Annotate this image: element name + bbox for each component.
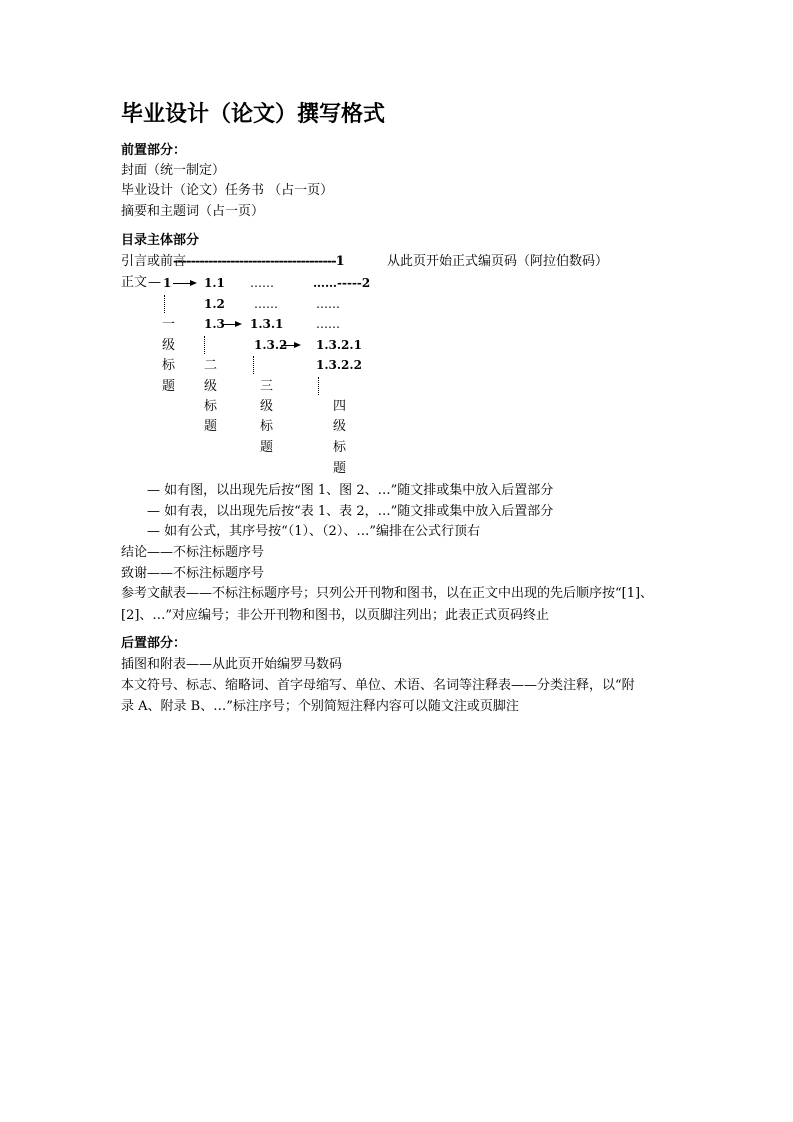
item-1-3-2-1: 1.3.2.1 bbox=[316, 338, 362, 352]
level1-label-char: 标 bbox=[162, 358, 176, 373]
front-heading: 前置部分： bbox=[121, 143, 187, 158]
note-tables: — 如有表，以出现先后按“表 1、表 2，…”随文排或集中放入后置部分 bbox=[147, 504, 554, 519]
item-1-2: 1.2 bbox=[204, 297, 225, 311]
front-line-1: 封面（统一制定） bbox=[121, 163, 226, 178]
item-1-3-dots: …… bbox=[316, 317, 340, 331]
front-line-2: 毕业设计（论文）任务书 （占一页） bbox=[121, 183, 334, 198]
level2-label-char: 标 bbox=[204, 399, 218, 414]
level4-label-char: 标 bbox=[333, 440, 347, 455]
item-1-3: 1.3 bbox=[204, 317, 225, 331]
level2-label-char: 级 bbox=[204, 379, 218, 394]
dotted-connector-2 bbox=[204, 336, 205, 354]
level3-label-char: 三 bbox=[260, 379, 274, 394]
body-heading: 目录主体部分 bbox=[121, 233, 200, 248]
back-line-3: 录 A、附录 B、…”标注序号；个别简短注释内容可以随文注或页脚注 bbox=[121, 699, 519, 714]
level1-label-char: 级 bbox=[162, 338, 176, 353]
item-1-1: 1.1 bbox=[204, 276, 225, 290]
conclusion-line: 结论——不标注标题序号 bbox=[121, 545, 265, 560]
front-line-3: 摘要和主题词（占一页） bbox=[121, 204, 265, 219]
intro-dashes: -------------------------------------1 bbox=[173, 254, 344, 269]
level4-label-char: 级 bbox=[333, 419, 347, 434]
note-formulas: — 如有公式，其序号按“（1）、（2）、…”编排在公式行顶右 bbox=[147, 524, 480, 539]
level3-label-char: 标 bbox=[260, 419, 274, 434]
level2-label-char: 二 bbox=[204, 358, 218, 373]
page-title: 毕业设计（论文）撰写格式 bbox=[121, 102, 386, 127]
back-line-2: 本文符号、标志、缩略词、首字母缩写、单位、术语、名词等注释表——分类注释，以“附 bbox=[121, 678, 635, 693]
level3-label-char: 级 bbox=[260, 399, 274, 414]
zhengwen-label: 正文 bbox=[121, 275, 148, 290]
dotted-connector-4 bbox=[318, 377, 319, 395]
zhengwen-dash: — bbox=[148, 275, 161, 290]
level4-label-char: 四 bbox=[333, 399, 347, 414]
intro-label: 引言或前言 bbox=[121, 254, 187, 269]
back-heading: 后置部分： bbox=[121, 636, 187, 651]
intro-note: 从此页开始正式编页码（阿拉伯数码） bbox=[387, 254, 609, 269]
item-1-1-dots: …… bbox=[250, 276, 274, 290]
thanks-line: 致谢——不标注标题序号 bbox=[121, 566, 265, 581]
back-line-1: 插图和附表——从此页开始编罗马数码 bbox=[121, 657, 343, 672]
item-1-3-1: 1.3.1 bbox=[250, 317, 284, 331]
item-1-3-2-2: 1.3.2.2 bbox=[316, 358, 362, 372]
level1-number: 1 bbox=[163, 276, 172, 290]
level1-label-char: 一 bbox=[162, 317, 176, 332]
item-1-2-dots-2: …… bbox=[316, 297, 340, 311]
references-line-2: [2]、…”对应编号；非公开刊物和图书，以页脚注列出；此表正式页码终止 bbox=[121, 608, 550, 623]
level1-label-char: 题 bbox=[162, 379, 176, 394]
references-line-1: 参考文献表——不标注标题序号；只列公开刊物和图书，以在正文中出现的先后顺序按“[1]、 bbox=[121, 586, 654, 601]
level2-label-char: 题 bbox=[204, 419, 218, 434]
arrow-icon bbox=[173, 283, 191, 284]
level3-label-char: 题 bbox=[260, 440, 274, 455]
item-1-1-dots-page: ……-----2 bbox=[313, 276, 371, 290]
arrow-icon bbox=[222, 324, 236, 325]
arrow-icon bbox=[281, 345, 295, 346]
dotted-connector-3 bbox=[253, 356, 254, 374]
level4-label-char: 题 bbox=[333, 461, 347, 476]
note-figures: — 如有图，以出现先后按“图 1、图 2、…”随文排或集中放入后置部分 bbox=[147, 483, 554, 498]
item-1-3-2: 1.3.2 bbox=[254, 338, 288, 352]
item-1-2-dots: …… bbox=[254, 297, 278, 311]
dotted-connector-1 bbox=[164, 295, 165, 313]
